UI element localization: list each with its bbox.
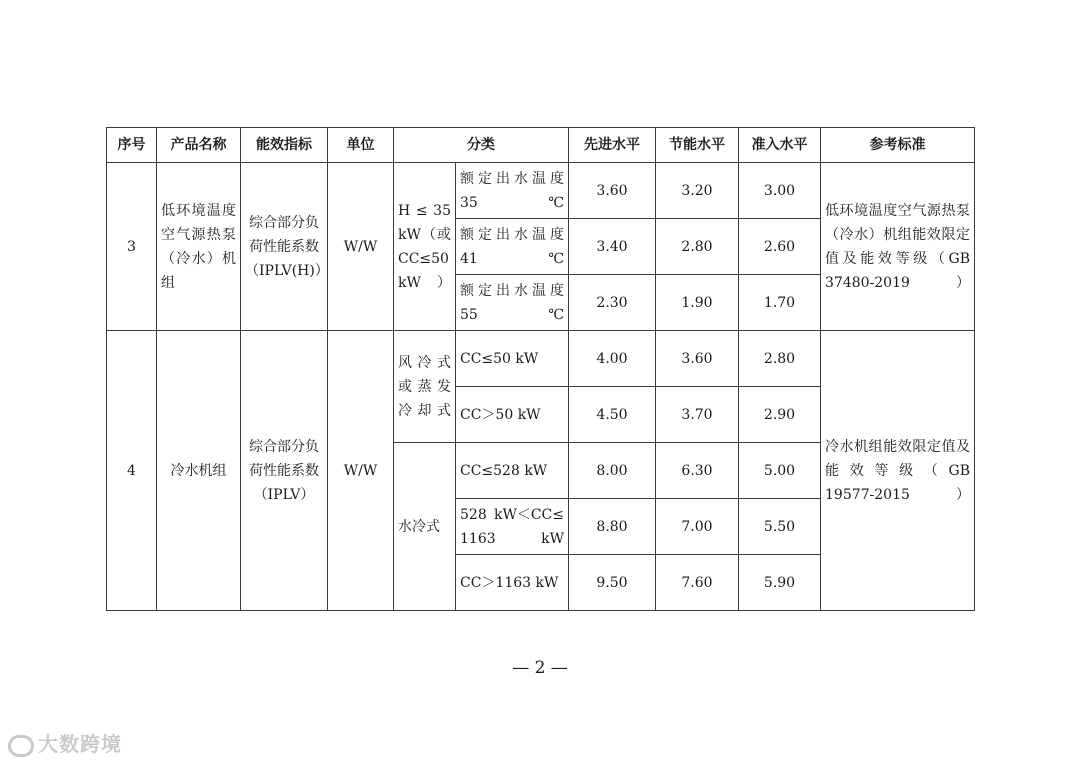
condition-cell: CC＞50 kW <box>456 387 569 443</box>
standards-table <box>106 127 975 611</box>
condition-cell: CC＞1163 kW <box>456 555 569 611</box>
advanced-value: 4.50 <box>569 387 656 443</box>
seq-cell: 3 <box>107 163 157 331</box>
indicator-cell: 综合部分负荷性能系数（IPLV(H)） <box>241 163 328 331</box>
condition-cell: 额定出水温度 55 ℃ <box>456 275 569 331</box>
page-number: — 2 — <box>512 658 568 678</box>
product-cell: 冷水机组 <box>157 331 241 611</box>
access-value: 5.50 <box>739 499 821 555</box>
header-reference: 参考标准 <box>821 128 975 163</box>
advanced-value: 4.00 <box>569 331 656 387</box>
header-seq: 序号 <box>107 128 157 163</box>
saving-value: 6.30 <box>656 443 739 499</box>
reference-cell: 低环境温度空气源热泵（冷水）机组能效限定值及能效等级（GB 37480-2019 ） <box>821 163 975 331</box>
table-row <box>107 163 975 219</box>
access-value: 5.90 <box>739 555 821 611</box>
access-value: 1.70 <box>739 275 821 331</box>
header-advanced: 先进水平 <box>569 128 656 163</box>
header-product: 产品名称 <box>157 128 241 163</box>
seq-cell: 4 <box>107 331 157 611</box>
saving-value: 7.00 <box>656 499 739 555</box>
saving-value: 7.60 <box>656 555 739 611</box>
saving-value: 3.60 <box>656 331 739 387</box>
header-saving: 节能水平 <box>656 128 739 163</box>
indicator-cell: 综合部分负荷性能系数（IPLV） <box>241 331 328 611</box>
saving-value: 1.90 <box>656 275 739 331</box>
watermark-logo-icon <box>8 735 34 757</box>
saving-value: 3.20 <box>656 163 739 219</box>
group-air-cell: 风冷式或蒸发冷却式 <box>394 331 456 443</box>
access-value: 2.60 <box>739 219 821 275</box>
access-value: 2.90 <box>739 387 821 443</box>
advanced-value: 8.00 <box>569 443 656 499</box>
condition-cell: CC≤50 kW <box>456 331 569 387</box>
header-indicator: 能效指标 <box>241 128 328 163</box>
advanced-value: 9.50 <box>569 555 656 611</box>
condition-cell: CC≤528 kW <box>456 443 569 499</box>
group-water-cell: 水冷式 <box>394 443 456 611</box>
saving-value: 3.70 <box>656 387 739 443</box>
access-value: 3.00 <box>739 163 821 219</box>
condition-cell: 528 kW＜CC≤ 1163 kW <box>456 499 569 555</box>
condition-cell: 额定出水温度 41 ℃ <box>456 219 569 275</box>
condition-cell: 额定出水温度 35 ℃ <box>456 163 569 219</box>
header-unit: 单位 <box>328 128 394 163</box>
watermark-text: 大数跨境 <box>38 732 122 756</box>
table-row <box>107 331 975 387</box>
advanced-value: 8.80 <box>569 499 656 555</box>
watermark <box>8 728 122 757</box>
advanced-value: 2.30 <box>569 275 656 331</box>
reference-cell: 冷水机组能效限定值及能效等级（GB 19577-2015） <box>821 331 975 611</box>
saving-value: 2.80 <box>656 219 739 275</box>
unit-cell: W/W <box>328 331 394 611</box>
header-row <box>107 128 975 163</box>
header-access: 准入水平 <box>739 128 821 163</box>
unit-cell: W/W <box>328 163 394 331</box>
product-cell: 低环境温度空气源热泵（冷水）机组 <box>157 163 241 331</box>
category-cell: H ≤ 35 kW（或 CC≤50 kW） <box>394 163 456 331</box>
advanced-value: 3.40 <box>569 219 656 275</box>
access-value: 2.80 <box>739 331 821 387</box>
access-value: 5.00 <box>739 443 821 499</box>
advanced-value: 3.60 <box>569 163 656 219</box>
header-category: 分类 <box>394 128 569 163</box>
